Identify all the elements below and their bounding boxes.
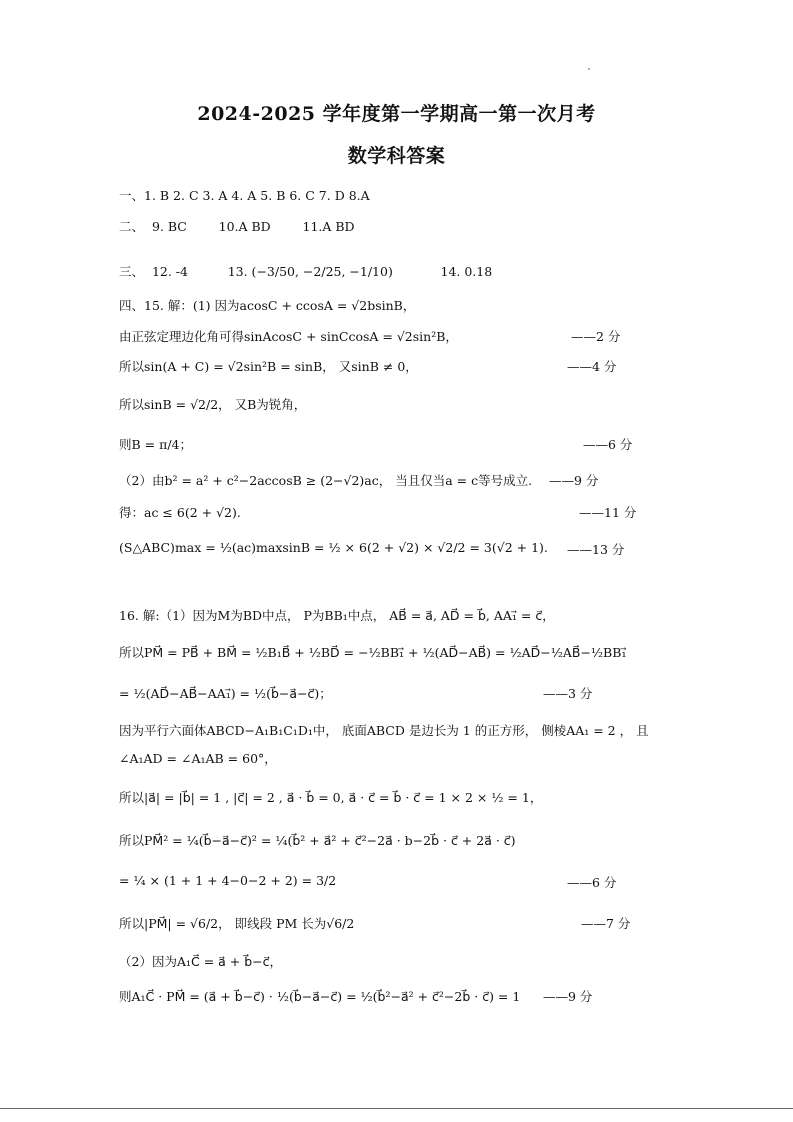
q15-line: 四、15. 解：(1) 因为acosC + ccosA = √2bsinB， [119,298,416,313]
answers-choice-row: 一、1. B 2. C 3. A 4. A 5. B 6. C 7. D 8.A [119,188,370,203]
q16-line: 因为平行六面体ABCD−A₁B₁C₁D₁中， 底面ABCD 是边长为 1 的正方形， 侧棱AA₁ = 2 ， 且 [119,723,649,738]
q15-line: 则B = π/4； [119,437,192,452]
q16-score: ——7 分 [581,916,631,931]
q16-line: 16. 解:（1）因为M为BD中点， P为BB₁中点， AB⃗ = a⃗, AD⃗ = b⃗, AA₁⃗ = c⃗， [119,608,555,623]
q15-score: ——11 分 [579,505,637,520]
page-bottom-rule [0,1108,793,1109]
q15-line: 所以sin(A + C) = √2sin²B = sinB， 又sinB ≠ 0， [119,359,418,374]
q16-line: 则A₁C⃗ · PM⃗ = (a⃗ + b⃗−c⃗) · ½(b⃗−a⃗−c⃗) = ½(b⃗²−a⃗² + c⃗²−2b⃗ · c⃗) = 1 [119,989,521,1004]
q16-line: 所以|PM⃗| = √6/2， 即线段 PM 长为√6/2 [119,916,355,931]
q16-line: = ½(AD⃗−AB⃗−AA₁⃗) = ½(b⃗−a⃗−c⃗)； [119,686,332,701]
q16-line: 所以PM⃗ = PB⃗ + BM⃗ = ½B₁B⃗ + ½BD⃗ = −½BB₁⃗ + ½(AD⃗−AB⃗) = ½AD⃗−½AB⃗−½BB₁⃗ [119,645,627,660]
q15-score: ——4 分 [567,359,617,374]
q16-line: （2）因为A₁C⃗ = a⃗ + b⃗−c⃗， [119,954,283,969]
q15-score: ——6 分 [583,437,633,452]
q16-score: ——9 分 [543,989,593,1004]
speck-mark [588,68,590,70]
answers-fill-row: 三、 12. -4 13. (−3/50, −2/25, −1/10) 14. 0.18 [119,264,493,279]
q15-score: ——13 分 [567,542,625,557]
q15-score: ——9 分 [549,473,599,488]
answers-multi-row: 二、 9. BC 10.A BD 11.A BD [119,219,355,234]
q16-line: 所以PM⃗² = ¼(b⃗−a⃗−c⃗)² = ¼(b⃗² + a⃗² + c⃗²−2a⃗ · b−2b⃗ · c⃗ + 2a⃗ · c⃗) [119,833,516,848]
q16-line: ∠A₁AD = ∠A₁AB = 60°， [119,751,277,766]
q15-line: 由正弦定理边化角可得sinAcosC + sinCcosA = √2sin²B， [119,329,458,344]
q15-line: (S△ABC)max = ½(ac)maxsinB = ½ × 6(2 + √2) × √2/2 = 3(√2 + 1). [119,540,548,555]
q16-line: = ¼ × (1 + 1 + 4−0−2 + 2) = 3/2 [119,873,337,888]
q16-line: 所以|a⃗| = |b⃗| = 1 , |c⃗| = 2 , a⃗ · b⃗ = 0, a⃗ · c⃗ = b⃗ · c⃗ = 1 × 2 × ½ = 1， [119,790,543,805]
q15-line: 得：ac ≤ 6(2 + √2). [119,505,241,520]
page-subtitle: 数学科答案 [347,145,446,167]
page-title: 2024-2025 学年度第一学期高一第一次月考 [197,103,596,125]
q15-line: 所以sinB = √2/2， 又B为锐角， [119,397,307,412]
q16-score: ——3 分 [543,686,593,701]
q16-score: ——6 分 [567,875,617,890]
q15-line: （2）由b² = a² + c²−2accosB ≥ (2−√2)ac， 当且仅当a = c等号成立. [119,473,533,488]
q15-score: ——2 分 [571,329,621,344]
